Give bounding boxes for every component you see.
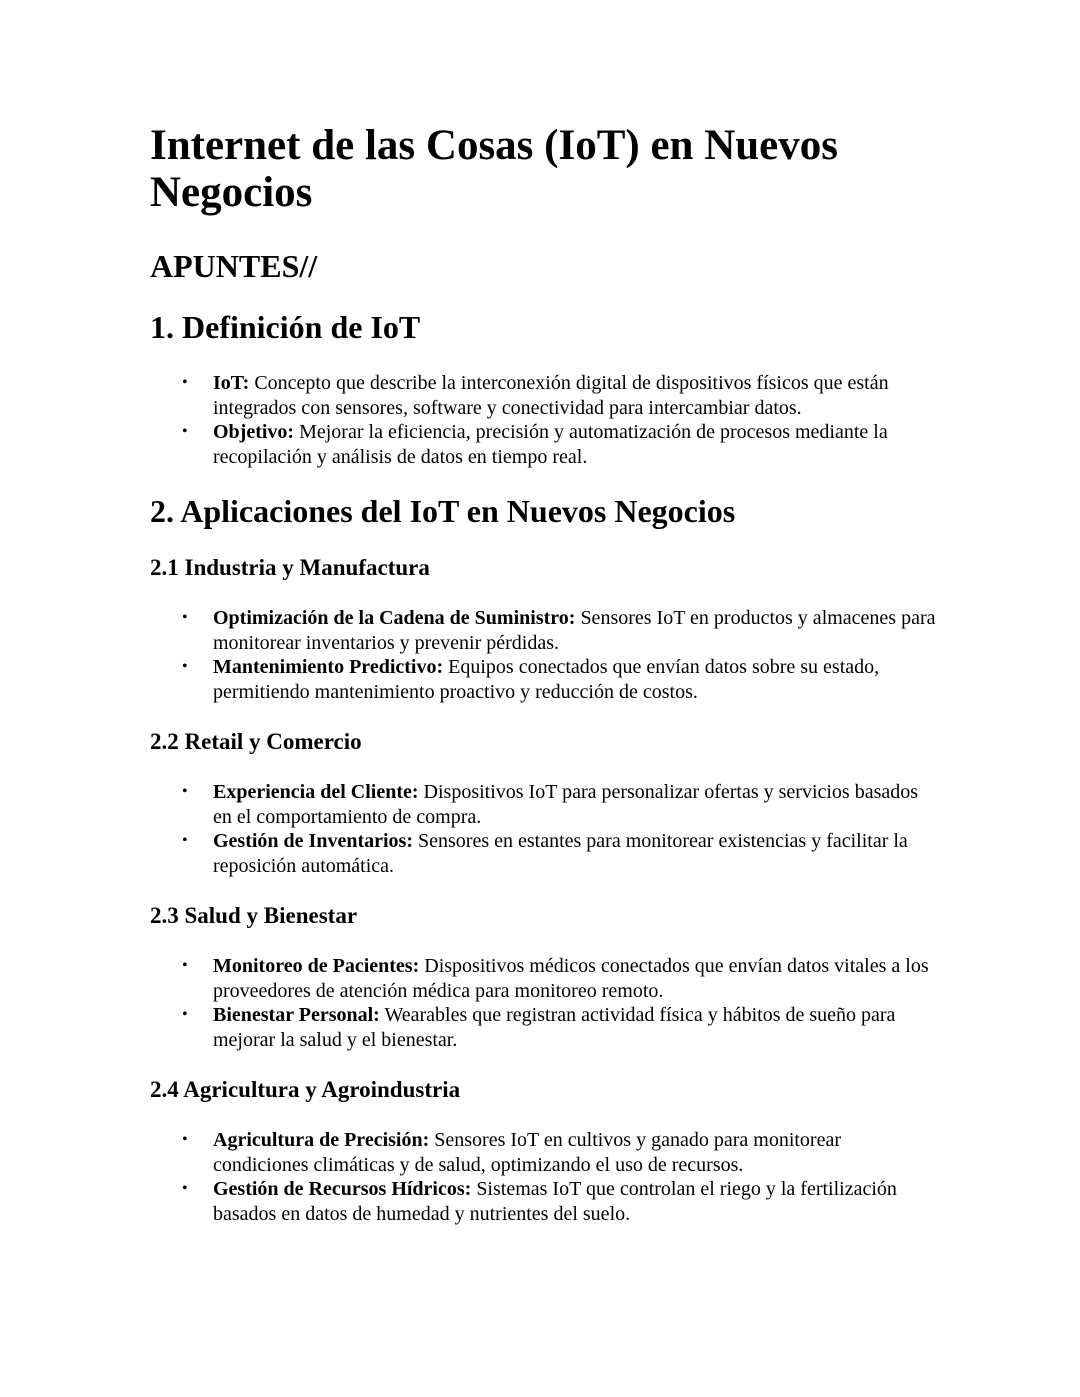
item-text: Equipos conectados que envían datos sobre su estado, permitiendo mantenimiento proactivo y reducción de costos. <box>213 656 880 703</box>
bullet-icon: • <box>182 957 188 974</box>
list-item <box>150 1128 940 1177</box>
item-text: Dispositivos médicos conectados que envían datos vitales a los proveedores de atención médica para monitoreo remoto. <box>213 955 929 1002</box>
item-text: Sensores en estantes para monitorear existencias y facilitar la reposición automática. <box>213 830 908 877</box>
list-item <box>150 780 940 829</box>
list-item <box>150 954 940 1003</box>
item-text: Dispositivos IoT para personalizar ofertas y servicios basados en el comportamiento de compra. <box>213 781 919 828</box>
bullet-icon: • <box>182 1180 188 1197</box>
list-item <box>150 1177 940 1226</box>
item-term: Mantenimiento Predictivo: <box>213 656 444 678</box>
bullet-icon: • <box>182 783 188 800</box>
item-text: Concepto que describe la interconexión digital de dispositivos físicos que están integrados con sensores, software y conectividad para intercambiar datos. <box>213 372 889 419</box>
item-term: Objetivo: <box>213 421 295 443</box>
subsection-heading: 2.2 Retail y Comercio <box>150 729 362 754</box>
document-title: Internet de las Cosas (IoT) en Nuevos Negocios <box>150 122 838 216</box>
list-item <box>150 606 940 655</box>
item-term: Gestión de Inventarios: <box>213 830 413 852</box>
list-item <box>150 420 940 469</box>
item-term: Bienestar Personal: <box>213 1004 380 1026</box>
bullet-list <box>150 954 940 1052</box>
bullet-icon: • <box>182 374 188 391</box>
bullet-icon: • <box>182 658 188 675</box>
list-item <box>150 655 940 704</box>
item-term: Monitoreo de Pacientes: <box>213 955 420 977</box>
subtitle: APUNTES// <box>150 248 318 284</box>
list-item <box>150 829 940 878</box>
subsection-heading: 2.1 Industria y Manufactura <box>150 555 430 580</box>
bullet-icon: • <box>182 609 188 626</box>
bullet-icon: • <box>182 1131 188 1148</box>
section-heading: 1. Definición de IoT <box>150 309 421 345</box>
item-term: Agricultura de Precisión: <box>213 1129 430 1151</box>
bullet-list <box>150 1128 940 1226</box>
item-text: Mejorar la eficiencia, precisión y automatización de procesos mediante la recopilación y análisis de datos en tiempo real. <box>213 421 888 468</box>
bullet-icon: • <box>182 423 188 440</box>
subsection-heading: 2.4 Agricultura y Agroindustria <box>150 1077 461 1102</box>
item-text: Sensores IoT en cultivos y ganado para monitorear condiciones climáticas y de salud, optimizando el uso de recursos. <box>213 1129 842 1176</box>
list-item <box>150 1003 940 1052</box>
item-text: Sistemas IoT que controlan el riego y la fertilización basados en datos de humedad y nutrientes del suelo. <box>213 1178 897 1225</box>
item-term: Optimización de la Cadena de Suministro: <box>213 607 576 629</box>
item-term: IoT: <box>213 372 250 394</box>
bullet-list <box>150 780 940 878</box>
item-term: Experiencia del Cliente: <box>213 781 419 803</box>
section-heading: 2. Aplicaciones del IoT en Nuevos Negocios <box>150 493 736 529</box>
item-term: Gestión de Recursos Hídricos: <box>213 1178 472 1200</box>
item-text: Sensores IoT en productos y almacenes para monitorear inventarios y prevenir pérdidas. <box>213 607 936 654</box>
item-text: Wearables que registran actividad física y hábitos de sueño para mejorar la salud y el bienestar. <box>213 1004 896 1051</box>
bullet-list <box>150 606 940 704</box>
list-item <box>150 371 940 420</box>
bullet-icon: • <box>182 1006 188 1023</box>
bullet-list <box>150 371 940 469</box>
bullet-icon: • <box>182 832 188 849</box>
subsection-heading: 2.3 Salud y Bienestar <box>150 903 358 928</box>
